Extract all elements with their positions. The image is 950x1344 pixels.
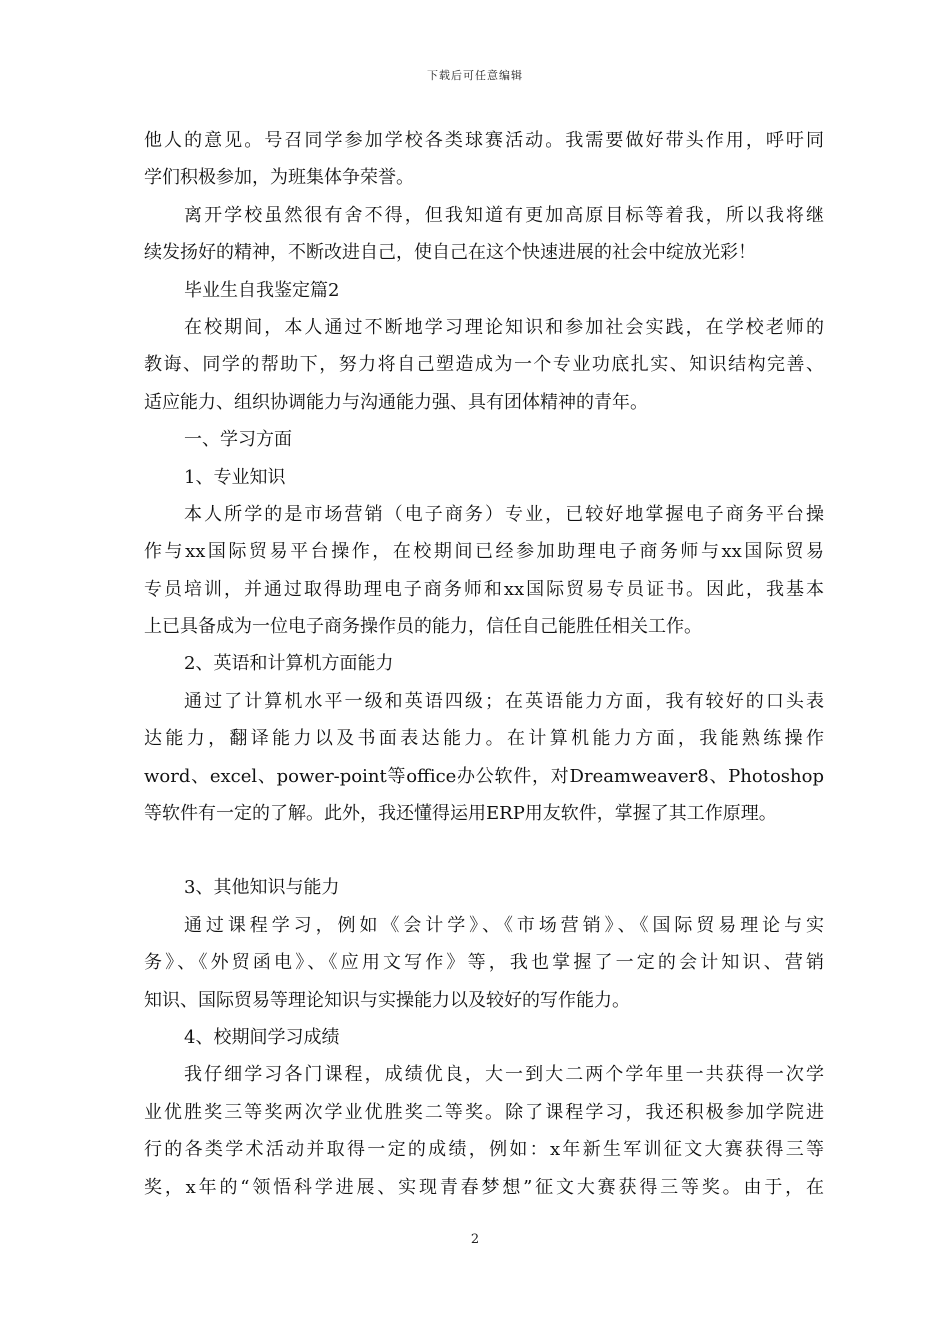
text-block-2 [144, 869, 824, 1206]
text-line: 续发扬好的精神，不断改进自己，使自己在这个快速进展的社会中绽放光彩！ [144, 242, 756, 264]
text-line: 等软件有一定的了解。此外，我还懂得运用ERP用友软件，掌握了其工作原理。 [144, 803, 777, 825]
text-line: 毕业生自我鉴定篇2 [184, 279, 340, 301]
text-line: 知识、国际贸易等理论知识与实操能力以及较好的写作能力。 [144, 989, 630, 1011]
text-line: 奖，x年的“领悟科学进展、实现青春梦想”征文大赛获得三等奖。由于，在 [144, 1176, 824, 1198]
text-line: 教诲、同学的帮助下，努力将自己塑造成为一个专业功底扎实、知识结构完善、 [144, 354, 824, 376]
text-line: 2、英语和计算机方面能力 [184, 653, 394, 675]
text-line: 一、学习方面 [184, 429, 292, 451]
text-line: 在校期间，本人通过不断地学习理论知识和参加社会实践，在学校老师的 [184, 316, 824, 338]
text-line: 专员培训，并通过取得助理电子商务师和xx国际贸易专员证书。因此，我基本 [144, 578, 824, 600]
text-line: 作与xx国际贸易平台操作，在校期间已经参加助理电子商务师与xx国际贸易 [144, 541, 824, 563]
text-block-1 [144, 122, 824, 832]
text-line: 我仔细学习各门课程，成绩优良，大一到大二两个学年里一共获得一次学 [184, 1064, 824, 1086]
text-line: 达能力，翻译能力以及书面表达能力。在计算机能力方面，我能熟练操作 [144, 728, 824, 750]
text-line: 通过课程学习，例如《会计学》、《市场营销》、《国际贸易理论与实 [184, 914, 824, 936]
paragraph-gap [144, 832, 824, 869]
text-line: 他人的意见。号召同学参加学校各类球赛活动。我需要做好带头作用，呼吁同 [144, 130, 824, 151]
text-line: 1、专业知识 [184, 466, 286, 488]
text-line: 行的各类学术活动并取得一定的成绩，例如：x年新生军训征文大赛获得三等 [144, 1139, 824, 1161]
text-line: 务》、《外贸函电》、《应用文写作》等，我也掌握了一定的会计知识、营销 [144, 952, 824, 974]
text-line: 通过了计算机水平一级和英语四级；在英语能力方面，我有较好的口头表 [184, 690, 824, 712]
text-line: 4、校期间学习成绩 [184, 1026, 340, 1048]
text-line: 上已具备成为一位电子商务操作员的能力，信任自己能胜任相关工作。 [144, 616, 702, 638]
text-line: 业优胜奖三等奖两次学业优胜奖二等奖。除了课程学习，我还积极参加学院进 [144, 1101, 824, 1123]
text-line: 离开学校虽然很有舍不得，但我知道有更加高原目标等着我，所以我将继 [184, 204, 824, 226]
page-header: 下载后可任意编辑 [427, 69, 523, 82]
text-line: word、excel、power-point等office办公软件，对Dreamweaver8、Photoshop [144, 765, 824, 787]
text-line: 3、其他知识与能力 [184, 877, 340, 899]
text-line: 本人所学的是市场营销（电子商务）专业，已较好地掌握电子商务平台操 [184, 503, 824, 525]
text-line: 适应能力、组织协调能力与沟通能力强、具有团体精神的青年。 [144, 391, 648, 413]
text-line: 学们积极参加，为班集体争荣誉。 [144, 167, 414, 189]
document-body [144, 122, 824, 1206]
page-number: 2 [470, 1232, 480, 1247]
